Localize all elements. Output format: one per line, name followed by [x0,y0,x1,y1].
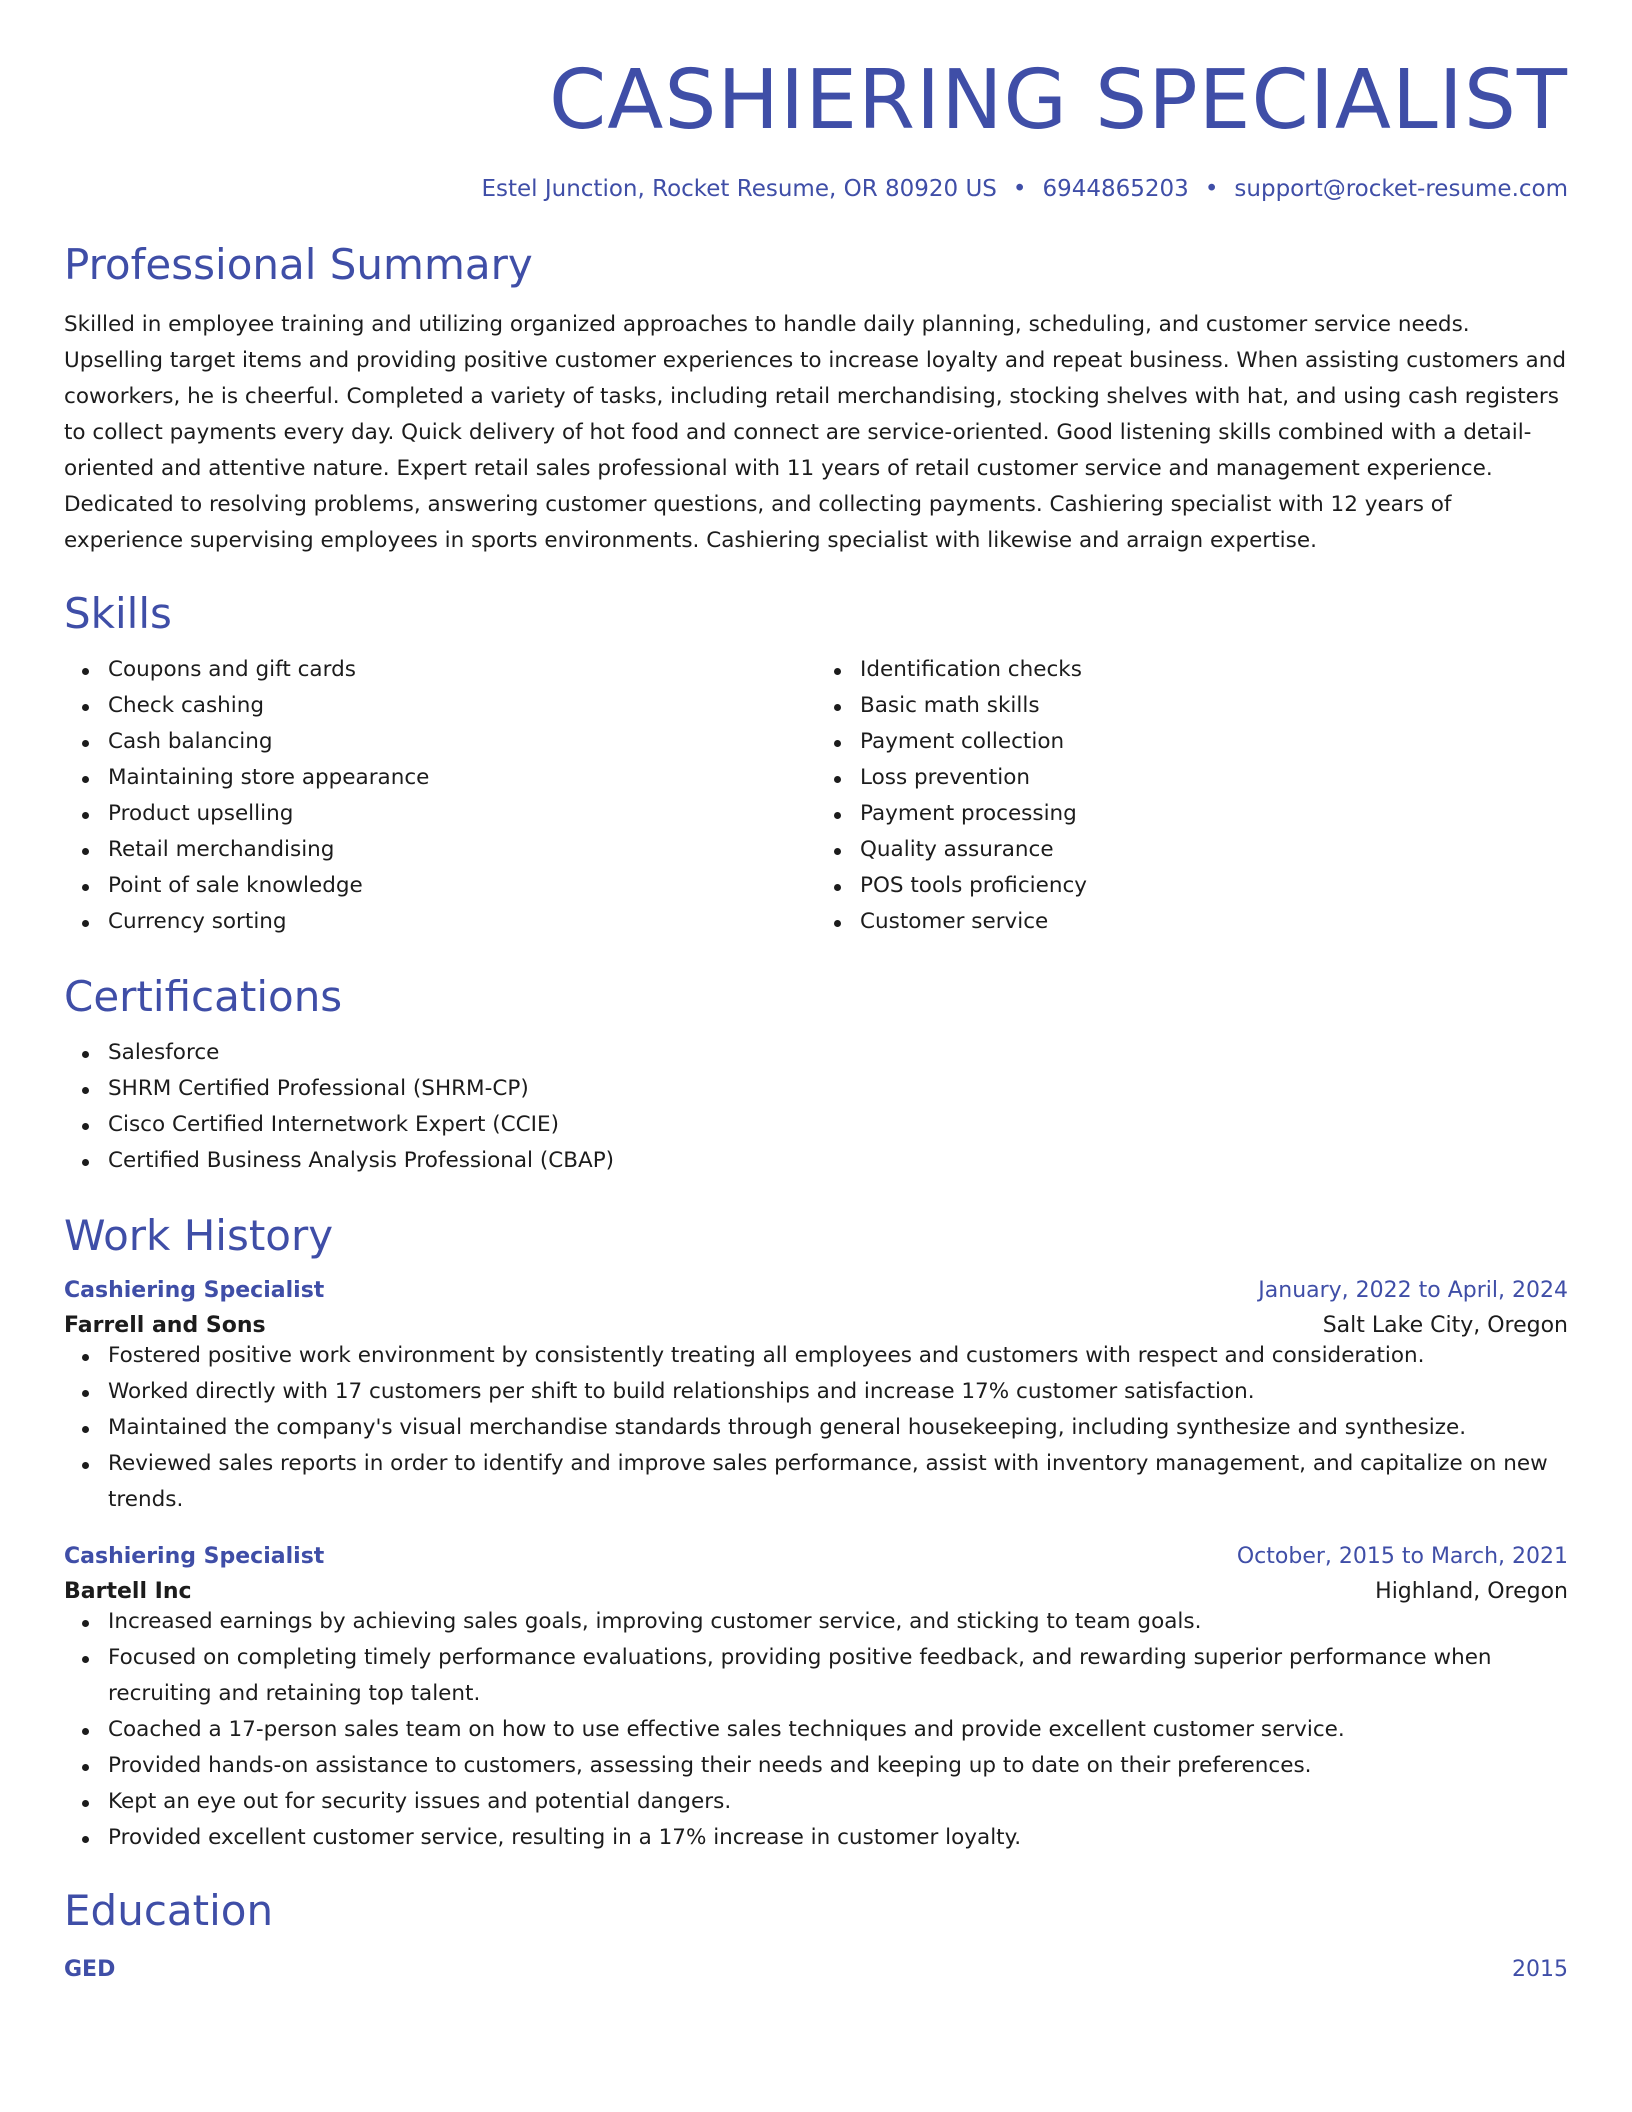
job-duties-list [64,1338,1568,1518]
skills-section [64,589,1568,940]
skill-item: Identification checks [860,652,1568,688]
skill-item: Loss prevention [860,760,1568,796]
section-title-summary: Professional Summary [64,240,533,289]
resume-name: CASHIERING SPECIALIST [548,53,1568,148]
certification-item: Salesforce [108,1035,1568,1071]
education-year: 2015 [1512,1957,1568,1982]
job-duty: Coached a 17-person sales team on how to use effective sales techniques and provide excellent customer service. [108,1712,1568,1748]
job-entry [64,1544,1568,1856]
job-duty: Worked directly with 17 customers per shift to build relationships and increase 17% customer satisfaction. [108,1374,1568,1410]
skill-item: Payment processing [860,796,1568,832]
skill-item: Maintaining store appearance [108,760,816,796]
job-header [64,1544,1568,1569]
job-entry [64,1278,1568,1518]
skill-item: Coupons and gift cards [108,652,816,688]
contact-phone: 6944865203 [1042,176,1189,202]
job-company: Bartell Inc [64,1579,192,1604]
skill-item: Check cashing [108,688,816,724]
job-duty: Fostered positive work environment by consistently treating all employees and customers with respect and consideration. [108,1338,1568,1374]
skill-item: Basic math skills [860,688,1568,724]
certifications-list [64,1035,1568,1179]
certification-item: SHRM Certified Professional (SHRM-CP) [108,1071,1568,1107]
job-duty: Focused on completing timely performance evaluations, providing positive feedback, and rewarding superior performance when recruiting and retaining top talent. [108,1640,1568,1712]
certification-item: Certified Business Analysis Professional (CBAP) [108,1143,1568,1179]
skills-list-right [816,652,1568,940]
work-history-section [64,1211,1568,1856]
certifications-section [64,972,1568,1179]
skill-item: Retail merchandising [108,832,816,868]
certification-item: Cisco Certified Internetwork Expert (CCIE) [108,1107,1568,1143]
job-dates: January, 2022 to April, 2024 [1258,1278,1568,1303]
job-duty: Increased earnings by achieving sales goals, improving customer service, and sticking to team goals. [108,1604,1568,1640]
job-subheader [64,1313,1568,1338]
skill-item: Point of sale knowledge [108,868,816,904]
education-section [64,1886,1568,1982]
contact-line [64,176,1568,202]
skill-item: Currency sorting [108,904,816,940]
skills-columns [64,652,1568,940]
section-title-skills: Skills [64,589,172,638]
contact-address: Estel Junction, Rocket Resume, OR 80920 US [481,176,997,202]
summary-text: Skilled in employee training and utilizing organized approaches to handle daily planning, scheduling, and customer service needs. Upselling target items and providing positive customer experiences to increase loyalty and repeat business. When assisting customers and coworkers, he is cheerful. Completed a variety of tasks, including retail merchandising, stocking shelves with hat, and using cash registers to collect payments every day. Quick delivery of hot food and connect are service-oriented. Good listening skills combined with a detail-oriented and attentive nature. Expert retail sales professional with 11 years of retail customer service and management experience. Dedicated to resolving problems, answering customer questions, and collecting payments. Cashiering specialist with 12 years of experience supervising employees in sports environments. Cashiering specialist with likewise and arraign expertise. [64,312,1566,553]
skill-item: Quality assurance [860,832,1568,868]
job-subheader [64,1579,1568,1604]
job-location: Highland, Oregon [1375,1579,1568,1604]
contact-separator: • [1012,176,1027,202]
job-duty: Provided excellent customer service, resulting in a 17% increase in customer loyalty. [108,1820,1568,1856]
job-duty: Reviewed sales reports in order to identify and improve sales performance, assist with inventory management, and capitalize on new trends. [108,1446,1568,1518]
job-header [64,1278,1568,1303]
job-title: Cashiering Specialist [64,1278,325,1303]
skill-item: Payment collection [860,724,1568,760]
skills-list-left [64,652,816,940]
job-duty: Provided hands-on assistance to customers, assessing their needs and keeping up to date on their preferences. [108,1748,1568,1784]
job-duty: Maintained the company's visual merchandise standards through general housekeeping, including synthesize and synthesize. [108,1410,1568,1446]
job-duty: Kept an eye out for security issues and potential dangers. [108,1784,1568,1820]
job-dates: October, 2015 to March, 2021 [1236,1544,1568,1569]
summary-section [64,240,1568,559]
job-location: Salt Lake City, Oregon [1322,1313,1568,1338]
job-duties-list [64,1604,1568,1856]
skill-item: POS tools proficiency [860,868,1568,904]
education-degree: GED [64,1957,116,1982]
skill-item: Product upselling [108,796,816,832]
skill-item: Customer service [860,904,1568,940]
contact-email: support@rocket-resume.com [1234,176,1568,202]
contact-separator: • [1204,176,1219,202]
section-title-education: Education [64,1886,274,1935]
section-title-work-history: Work History [64,1211,334,1260]
job-title: Cashiering Specialist [64,1544,325,1569]
education-entry [64,1957,1568,1982]
skill-item: Cash balancing [108,724,816,760]
job-company: Farrell and Sons [64,1313,266,1338]
section-title-certifications: Certifications [64,972,343,1021]
